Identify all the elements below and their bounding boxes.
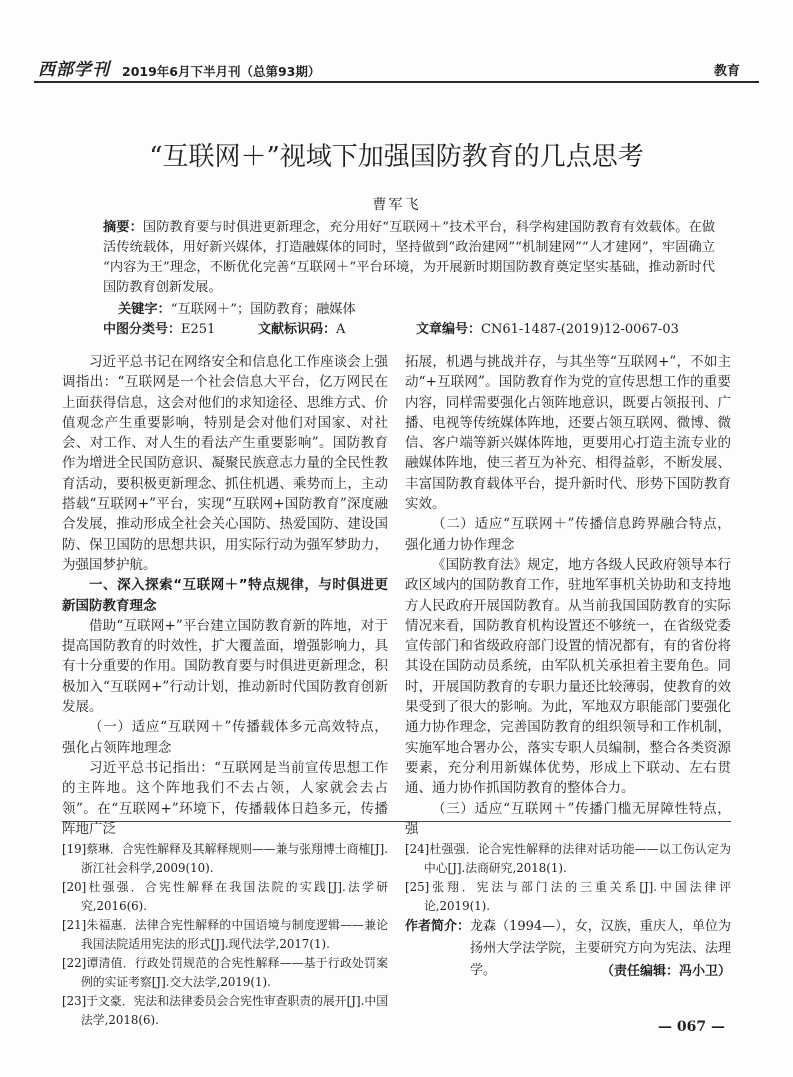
abstract-label: 摘要： xyxy=(103,220,143,235)
body-column-right xyxy=(405,352,731,839)
author-name: 曹军飞 xyxy=(372,197,421,213)
abstract-text: 国防教育要与时俱进更新理念，充分用好“互联网＋”技术平台，科学构建国防教育有效载体。在做活传统载体，用好新兴媒体，打造融媒体的同时，坚持做到“政治建网”“机制建网”“人才建网”，牢固确立“内容为王”理念，不断优化完善“互联网＋”平台环境，为开展新时期国防教育奠定坚实基础，推动新时代国防教育创新发展。 xyxy=(103,220,716,295)
issue-info: 2019年6月下半月刊（总第93期） xyxy=(122,64,321,79)
clc-label: 中图分类号： xyxy=(103,322,182,337)
clc-value: E251 xyxy=(181,322,216,337)
footnote-divider xyxy=(62,821,731,822)
classification-line xyxy=(103,320,715,340)
document-code xyxy=(258,320,345,340)
reference-item: [25]张翔．宪法与部门法的三重关系[J].中国法律评论,2019(1). xyxy=(405,880,731,913)
article-no-label: 文章编号： xyxy=(416,322,482,337)
body-paragraph: 习近平总书记在网络安全和信息化工作座谈会上强调指出：“互联网是一个社会信息大平台，亿万网民在上面获得信息，这会对他们的求知途径、思维方式、价值观念产生重要影响，特别是会对他们对国家、对社会、对工作、对人生的看法产生重要影响”。国防教育作为增进全民国防意识、凝聚民族意志力量的全民性教育活动，要积极更新理念、抓住机遇、乘势而上，主动搭载“互联网+”平台，实现“互联网+国防教育”深度融合发展，推动形成全社会关心国防、热爱国防、建设国防、保卫国防的思想共识，用实际行动为强军梦助力，为强国梦护航。 xyxy=(62,354,388,573)
reference-item: [23]于文豪．宪法和法律委员会合宪性审查职责的展开[J].中国法学,2018(6). xyxy=(62,994,388,1027)
doc-code-value: A xyxy=(336,322,346,337)
reference-item: [19]蔡琳．合宪性解释及其解释规则——兼与张翔博士商榷[J].浙江社会科学,2009(10). xyxy=(62,842,388,875)
body-paragraph: 《国防教育法》规定，地方各级人民政府领导本行政区域内的国防教育工作，驻地军事机关协助和支持地方人民政府开展国防教育。从当前我国国防教育的实际情况来看，国防教育机构设置还不够统一，在省级党委宣传部门和省级政府部门设置的情况都有，有的省份将其设在国防动员系统，由军队机关承担着主要角色。同时，开展国防教育的专职力量还比较薄弱，使教育的效果受到了很大的影响。为此，军地双方职能部门要强化通力协作理念，完善国防教育的组织领导和工作机制，实施军地合署办公，落实专职人员编制，整合各类资源要素，充分利用新媒体优势，形成上下联动、左右贯通、通力协作抓国防教育的整体合力。 xyxy=(405,556,731,797)
journal-logo: 西部学刊 xyxy=(38,60,110,80)
article-no-value: CN61-1487-(2019)12-0067-03 xyxy=(481,322,679,337)
editor-note: （责任编辑：冯小卫） xyxy=(600,964,731,979)
article-number xyxy=(416,320,679,340)
reference-list-right xyxy=(405,840,731,916)
author-bio-label: 作者简介： xyxy=(405,919,471,934)
keywords-text: “互联网＋”；国防教育；融媒体 xyxy=(170,302,356,317)
reference-item: [22]谭清值．行政处罚规范的合宪性解释——基于行政处罚案例的实证考察[J].交大法学,2019(1). xyxy=(62,956,388,989)
keywords xyxy=(118,300,715,320)
article-title: “互联网＋”视域下加强国防教育的几点思考 xyxy=(149,142,644,172)
reference-item: [21]朱福惠．法律合宪性解释的中国语境与制度逻辑——兼论我国法院适用宪法的形式[J].现代法学,2017(1). xyxy=(62,918,388,951)
running-header xyxy=(34,61,759,83)
page-number: — 067 — xyxy=(658,1019,725,1035)
subsection-heading: （一）适应“互联网＋”传播载体多元高效特点，强化占领阵地理念 xyxy=(62,719,388,756)
body-paragraph: 习近平总书记指出：“互联网是当前宣传思想工作的主阵地。这个阵地我们不去占领，人家就会去占领”。在“互联网+”环境下，传播载体日趋多元，传播阵地广泛 xyxy=(62,759,388,837)
abstract xyxy=(103,218,715,298)
clc-number xyxy=(103,320,215,340)
author-bio-text: 龙森（1994—），女，汉族，重庆人，单位为扬州大学法学院，主要研究方向为宪法、法理学。 xyxy=(470,919,731,978)
section-heading: 一、深入探索“互联网＋”特点规律，与时俱进更新国防教育理念 xyxy=(62,577,388,614)
reference-item: [24]杜强强．论合宪性解释的法律对话功能——以工伤认定为中心[J].法商研究,2018(1). xyxy=(405,842,731,875)
section-label: 教育 xyxy=(713,64,740,79)
body-paragraph-continued: 拓展，机遇与挑战并存，与其坐等“互联网+”，不如主动“+互联网”。国防教育作为党的宣传思想工作的重要内容，同样需要强化占领阵地意识，既要占领报刊、广播、电视等传统媒体阵地，还要占领互联网、微博、微信、客户端等新兴媒体阵地，更要用心打造主流专业的融媒体阵地，使三者互为补充、相得益彰，不断发展、丰富国防教育载体平台，提升新时代、形势下国防教育实效。 xyxy=(405,354,731,513)
reference-item: [20]杜强强．合宪性解释在我国法院的实践[J].法学研究,2016(6). xyxy=(62,880,388,913)
reference-list-left xyxy=(62,840,388,1030)
subsection-heading: （三）适应“互联网＋”传播门槛无屏障性特点，强 xyxy=(405,800,731,837)
subsection-heading: （二）适应“互联网＋”传播信息跨界融合特点，强化通力协作理念 xyxy=(405,516,731,553)
keywords-label: 关键字： xyxy=(118,302,171,317)
body-column-left xyxy=(62,352,388,839)
body-paragraph: 借助“互联网+”平台建立国防教育新的阵地，对于提高国防教育的时效性，扩大覆盖面，增强影响力，具有十分重要的作用。国防教育要与时俱进更新理念，积极加入“互联网+”行动计划，推动新时代国防教育创新发展。 xyxy=(62,617,388,716)
doc-code-label: 文献标识码： xyxy=(258,322,337,337)
